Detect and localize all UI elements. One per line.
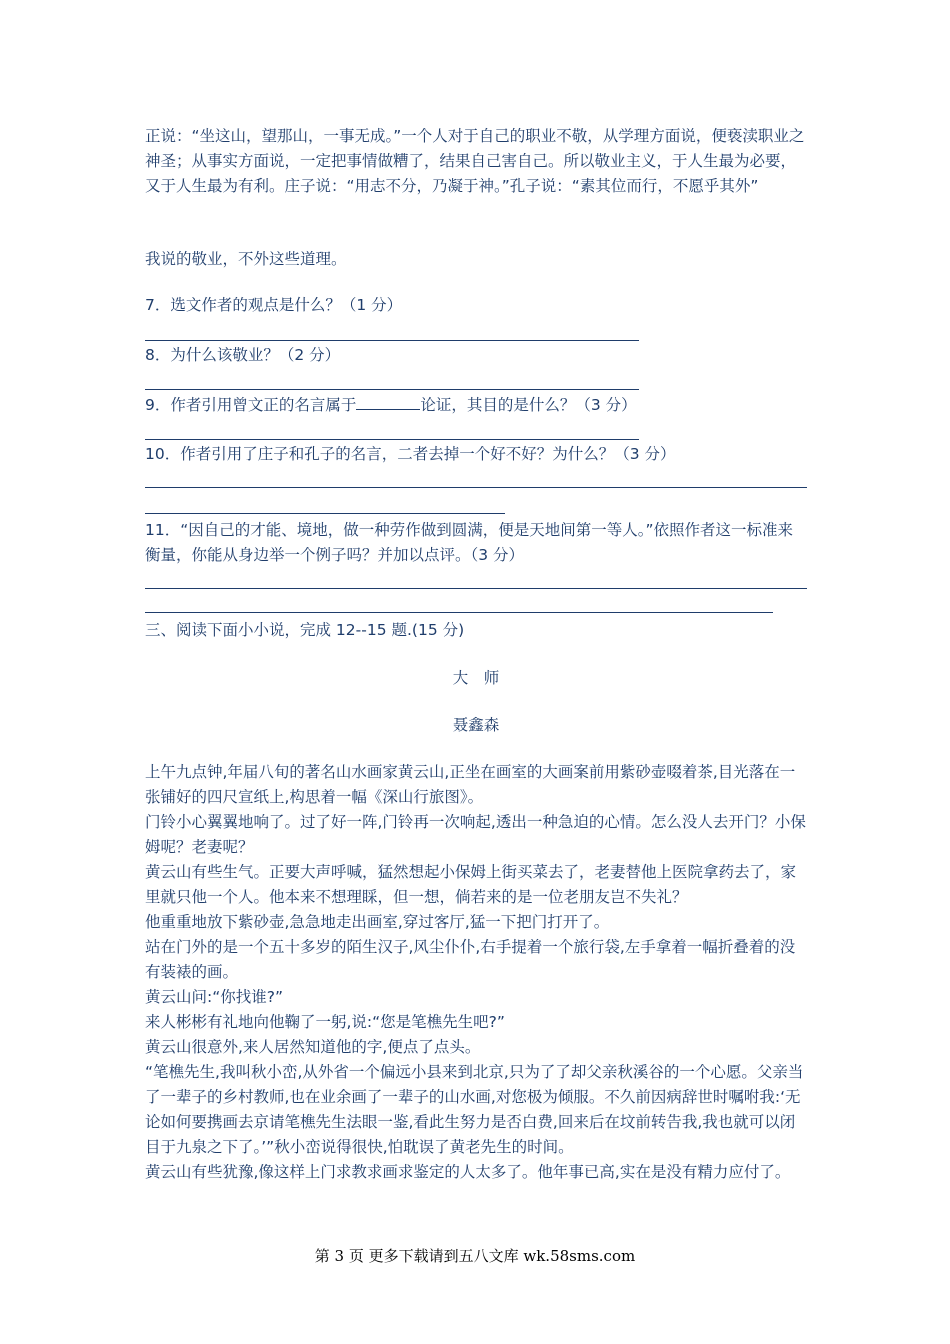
page-footer: 第 3 页 更多下载请到五八文库 wk.58sms.com [314, 1247, 636, 1265]
question-11: 11．“因自己的才能、境地，做一种劳作做到圆满，便是天地间第一等人。”依照作者这一标准来衡量，你能从身边举一个例子吗？并加以点评。（3 分） [145, 521, 794, 564]
question-9-text-b: 论证，其目的是什么？（3 分） [420, 396, 637, 414]
story-paragraph-6: 黄云山问:“你找谁?” [145, 988, 284, 1006]
question-7: 7．选文作者的观点是什么？（1 分） [145, 296, 403, 314]
story-paragraph-9: “笔樵先生,我叫秋小峦,从外省一个偏远小县来到北京,只为了了却父亲秋溪谷的一个心愿。父亲当了一辈子的乡村教师,也在业余画了一辈子的山水画,对您极为倾服。不久前因病辞世时嘱咐我:‘无论如何要携画去京请笔樵先生法眼一鉴,看此生努力是否白费,回来后在坟前转告我,我也就可以闭目于九泉之下了。’”秋小峦说得很快,怕耽误了黄老先生的时间。 [145, 1063, 804, 1156]
answer-line-9[interactable] [145, 439, 639, 440]
story-paragraph-1: 上午九点钟,年届八旬的著名山水画家黄云山,正坐在画室的大画案前用紫砂壶啜着茶,目光落在一张铺好的四尺宣纸上,构思着一幅《深山行旅图》。 [145, 763, 796, 806]
passage-end: 正说：“坐这山，望那山，一事无成。”一个人对于自己的职业不敬，从学理方面说，便亵渎职业之神圣；从事实方面说，一定把事情做糟了，结果自己害自己。所以敬业主义，于人生最为必要，又于人生最为有利。庄子说：“用志不分，乃凝于神。”孔子说：“素其位而行，不愿乎其外” [145, 127, 805, 195]
passage-close: 我说的敬业，不外这些道理。 [145, 250, 347, 268]
section-3-heading: 三、阅读下面小小说，完成 12--15 题.(15 分) [145, 621, 465, 639]
story-paragraph-7: 来人彬彬有礼地向他鞠了一躬,说:“您是笔樵先生吧?” [145, 1013, 505, 1031]
answer-line-10a[interactable] [145, 487, 807, 488]
story-title: 大 师 [452, 669, 500, 687]
question-9-blank[interactable] [356, 393, 420, 410]
story-paragraph-8: 黄云山很意外,来人居然知道他的字,便点了点头。 [145, 1038, 481, 1056]
question-10: 10．作者引用了庄子和孔子的名言，二者去掉一个好不好？为什么？（3 分） [145, 445, 676, 463]
story-author: 聂鑫森 [452, 716, 500, 734]
answer-line-8[interactable] [145, 389, 639, 390]
story-paragraph-5: 站在门外的是一个五十多岁的陌生汉子,风尘仆仆,右手提着一个旅行袋,左手拿着一幅折叠着的没有装裱的画。 [145, 938, 796, 981]
answer-line-11b[interactable] [145, 612, 773, 613]
answer-line-11a[interactable] [145, 588, 807, 589]
question-9-text-a: 9．作者引用曾文正的名言属于 [145, 396, 357, 414]
story-paragraph-10: 黄云山有些犹豫,像这样上门求教求画求鉴定的人太多了。他年事已高,实在是没有精力应付了。 [145, 1163, 791, 1181]
question-9 [145, 393, 807, 418]
answer-line-10b[interactable] [145, 513, 505, 514]
answer-line-7[interactable] [145, 340, 639, 341]
story-paragraph-3: 黄云山有些生气。正要大声呼喊，猛然想起小保姆上街买菜去了，老妻替他上医院拿药去了，家里就只他一个人。他本来不想理睬，但一想，倘若来的是一位老朋友岂不失礼？ [145, 863, 797, 906]
story-paragraph-4: 他重重地放下紫砂壶,急急地走出画室,穿过客厅,猛一下把门打开了。 [145, 913, 610, 931]
story-paragraph-2: 门铃小心翼翼地响了。过了好一阵,门铃再一次响起,透出一种急迫的心情。怎么没人去开门？小保姆呢？老妻呢？ [145, 813, 806, 856]
question-8: 8．为什么该敬业？（2 分） [145, 346, 341, 364]
